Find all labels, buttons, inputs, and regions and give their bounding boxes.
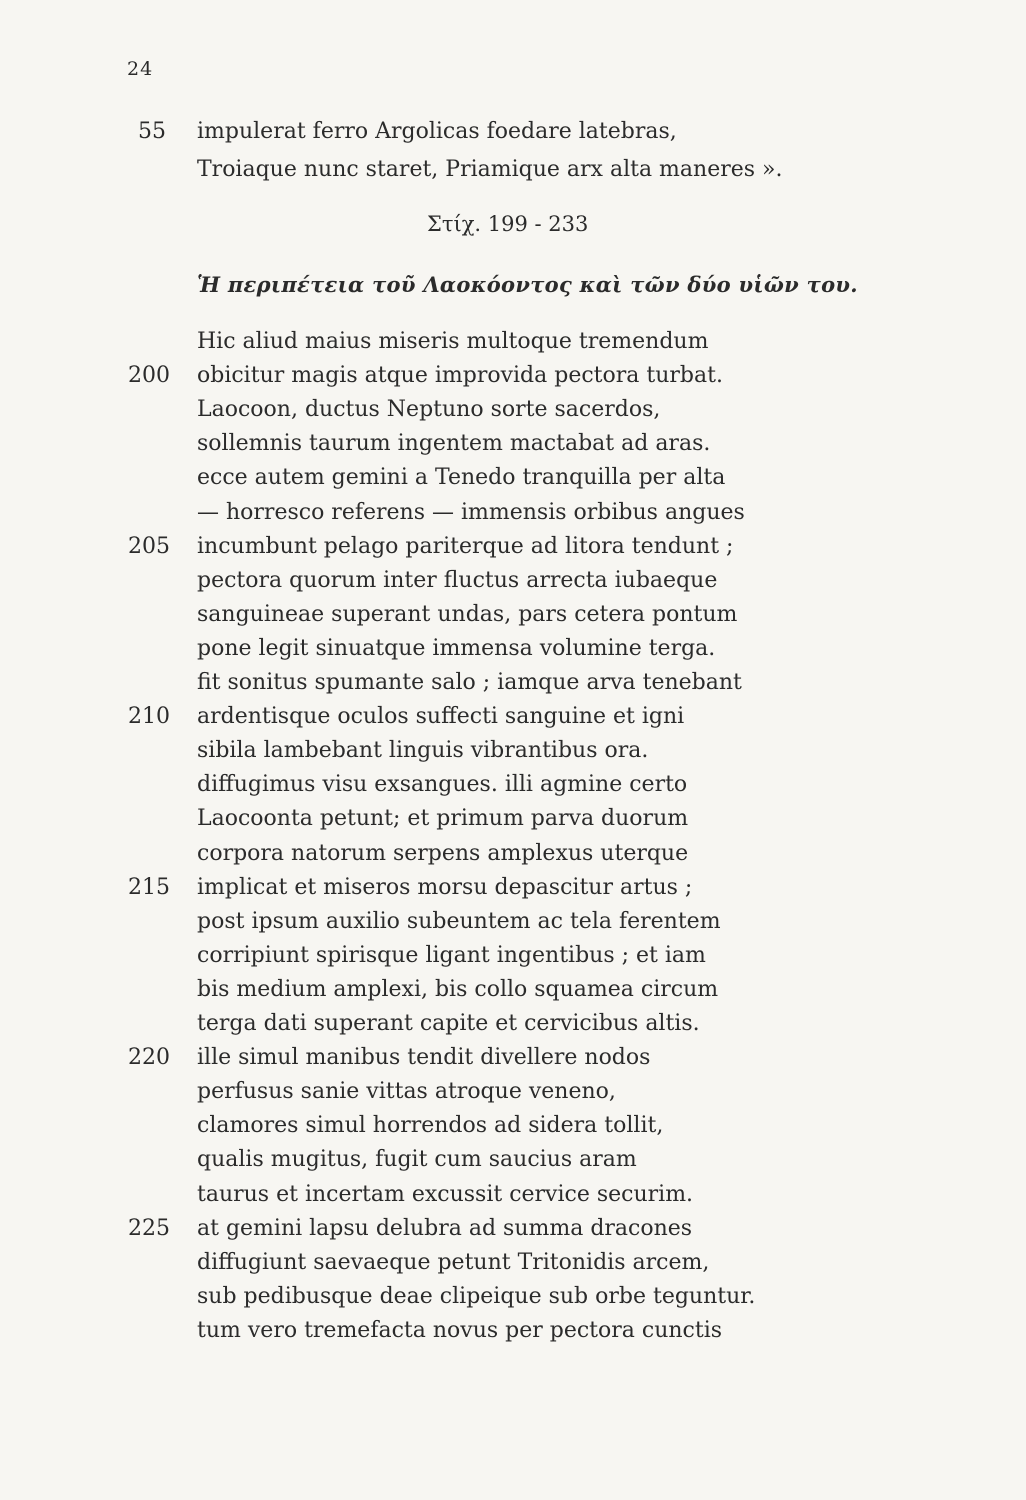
verse-line <box>0 1143 1026 1177</box>
verse-text: terga dati superant capite et cervicibus altis. <box>197 1011 700 1036</box>
verse-line <box>0 1246 1026 1280</box>
verse-text: corripiunt spirisque ligant ingentibus ; et iam <box>197 943 706 968</box>
verse-line <box>0 1314 1026 1348</box>
verse-text: sub pedibusque deae clipeique sub orbe teguntur. <box>197 1284 756 1309</box>
verse-text: perfusus sanie vittas atroque veneno, <box>197 1079 616 1104</box>
verse-text: fit sonitus spumante salo ; iamque arva tenebant <box>197 670 742 695</box>
verse-line <box>0 427 1026 461</box>
verse-text: taurus et incertam excussit cervice securim. <box>197 1182 694 1207</box>
verse-line <box>0 564 1026 598</box>
verse-text: Troiaque nunc staret, Priamique arx alta maneres ». <box>197 157 783 182</box>
verse-line <box>0 734 1026 768</box>
verse-text: clamores simul horrendos ad sidera tollit, <box>197 1113 664 1138</box>
verse-line <box>0 461 1026 495</box>
verse-line <box>0 325 1026 359</box>
line-number: 225 <box>128 1216 170 1241</box>
verse-text: pectora quorum inter fluctus arrecta iubaeque <box>197 568 718 593</box>
verse-line <box>0 359 1026 393</box>
verse-line <box>0 115 1026 149</box>
verse-text: sanguineae superant undas, pars cetera pontum <box>197 602 738 627</box>
line-number: 200 <box>128 363 170 388</box>
verse-text: pone legit sinuatque immensa volumine terga. <box>197 636 716 661</box>
verse-text: impulerat ferro Argolicas foedare latebras, <box>197 119 677 144</box>
verse-line <box>0 598 1026 632</box>
verse-text: sibila lambebant linguis vibrantibus ora. <box>197 738 649 763</box>
verse-text: diffugiunt saevaeque petunt Tritonidis arcem, <box>197 1250 710 1275</box>
verse-line <box>0 905 1026 939</box>
verse-line <box>0 700 1026 734</box>
verse-line <box>0 1212 1026 1246</box>
verse-line <box>0 768 1026 802</box>
verse-line <box>0 1280 1026 1314</box>
verse-text: Laocoonta petunt; et primum parva duorum <box>197 806 689 831</box>
verse-line <box>0 632 1026 666</box>
verse-text: ecce autem gemini a Tenedo tranquilla per alta <box>197 465 726 490</box>
page-number: 24 <box>127 58 154 80</box>
verse-text: at gemini lapsu delubra ad summa dracones <box>197 1216 693 1241</box>
section-reference: Στίχ. 199 - 233 <box>427 212 589 236</box>
line-number: 205 <box>128 534 170 559</box>
section-heading: Ἡ περιπέτεια τοῦ Λαοκόοντος καὶ τῶν δύο υἱῶν του. <box>197 272 858 297</box>
line-number: 215 <box>128 875 170 900</box>
verse-text: implicat et miseros morsu depascitur artus ; <box>197 875 693 900</box>
verse-line <box>0 1075 1026 1109</box>
verse-line <box>0 496 1026 530</box>
verse-line <box>0 666 1026 700</box>
verse-line <box>0 973 1026 1007</box>
verse-line <box>0 530 1026 564</box>
verse-text: post ipsum auxilio subeuntem ac tela ferentem <box>197 909 721 934</box>
verse-line <box>0 802 1026 836</box>
verse-line <box>0 1109 1026 1143</box>
verse-text: Hic aliud maius miseris multoque tremendum <box>197 329 709 354</box>
verse-line <box>0 1007 1026 1041</box>
verse-line <box>0 1041 1026 1075</box>
verse-line <box>0 1178 1026 1212</box>
verse-text: diffugimus visu exsangues. illi agmine certo <box>197 772 688 797</box>
verse-text: tum vero tremefacta novus per pectora cunctis <box>197 1318 723 1343</box>
verse-text: bis medium amplexi, bis collo squamea circum <box>197 977 719 1002</box>
verse-text: ardentisque oculos suffecti sanguine et igni <box>197 704 685 729</box>
verse-line <box>0 153 1026 187</box>
verse-text: ille simul manibus tendit divellere nodos <box>197 1045 651 1070</box>
verse-text: sollemnis taurum ingentem mactabat ad aras. <box>197 431 711 456</box>
verse-text: incumbunt pelago pariterque ad litora tendunt ; <box>197 534 734 559</box>
verse-text: obicitur magis atque improvida pectora turbat. <box>197 363 723 388</box>
verse-line <box>0 871 1026 905</box>
verse-text: — horresco referens — immensis orbibus angues <box>197 500 745 525</box>
line-number: 55 <box>138 119 166 144</box>
verse-line <box>0 837 1026 871</box>
verse-line <box>0 939 1026 973</box>
line-number: 210 <box>128 704 170 729</box>
verse-text: qualis mugitus, fugit cum saucius aram <box>197 1147 637 1172</box>
line-number: 220 <box>128 1045 170 1070</box>
verse-text: corpora natorum serpens amplexus uterque <box>197 841 689 866</box>
verse-line <box>0 393 1026 427</box>
verse-text: Laocoon, ductus Neptuno sorte sacerdos, <box>197 397 661 422</box>
